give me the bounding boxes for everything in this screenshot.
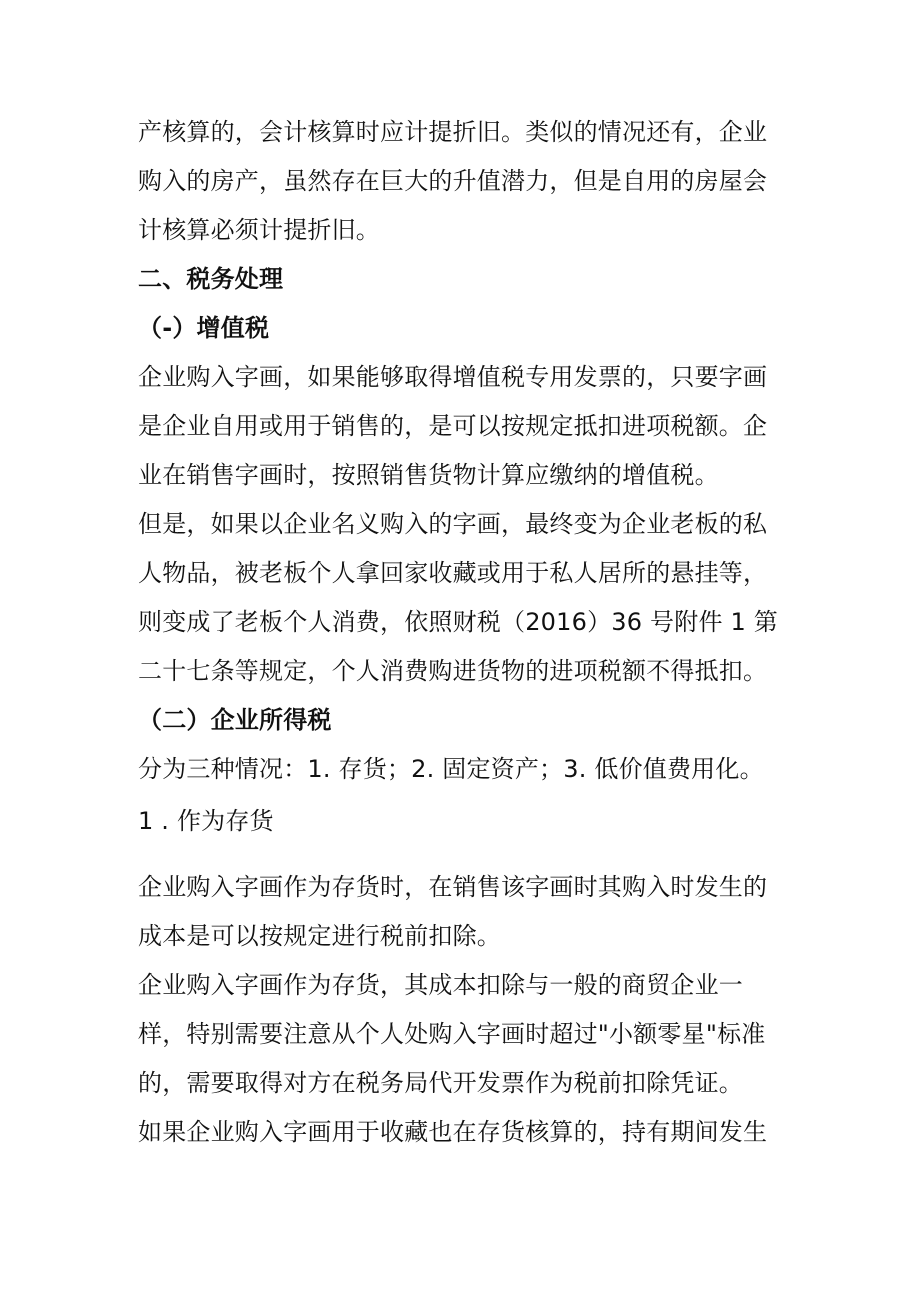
body-text-line: 企业购入字画作为存货时，在销售该字画时其购入时发生的 — [138, 873, 768, 901]
body-text-line: 购入的房产，虽然存在巨大的升值潜力，但是自用的房屋会 — [138, 167, 768, 195]
body-text-line: 如果企业购入字画用于收藏也在存货核算的，持有期间发生 — [138, 1118, 768, 1146]
body-text-line: 人物品，被老板个人拿回家收藏或用于私人居所的悬挂等， — [138, 559, 768, 587]
body-text-line: 的，需要取得对方在税务局代开发票作为税前扣除凭证。 — [138, 1069, 743, 1097]
body-text-line: 企业购入字画，如果能够取得增值税专用发票的，只要字画 — [138, 363, 768, 391]
body-text-line: 成本是可以按规定进行税前扣除。 — [138, 922, 501, 950]
body-text-line: 业在销售字画时，按照销售货物计算应缴纳的增值税。 — [138, 461, 719, 489]
subsection-heading: （二）企业所得税 — [138, 706, 332, 734]
body-text-line: 则变成了老板个人消费，依照财税（2016）36 号附件 1 第 — [138, 608, 778, 636]
body-text-line: 产核算的，会计核算时应计提折旧。类似的情况还有，企业 — [138, 118, 768, 146]
body-text-line: 计核算必须计提折旧。 — [138, 216, 380, 244]
body-text-line: 是企业自用或用于销售的，是可以按规定抵扣进项税额。企 — [138, 412, 768, 440]
body-text-line: 二十七条等规定，个人消费购进货物的进项税额不得抵扣。 — [138, 657, 768, 685]
list-item-heading: 1 . 作为存货 — [138, 807, 274, 835]
body-text-line: 企业购入字画作为存货，其成本扣除与一般的商贸企业一 — [138, 971, 743, 999]
body-text-line: 分为三种情况：1. 存货；2. 固定资产；3. 低价值费用化。 — [138, 755, 764, 783]
body-text-line: 样，特别需要注意从个人处购入字画时超过"小额零星"标准 — [138, 1020, 766, 1048]
body-text-line: 但是，如果以企业名义购入的字画，最终变为企业老板的私 — [138, 510, 768, 538]
section-heading: 二、税务处理 — [138, 265, 284, 293]
subsection-heading: （-）增值税 — [138, 314, 270, 342]
